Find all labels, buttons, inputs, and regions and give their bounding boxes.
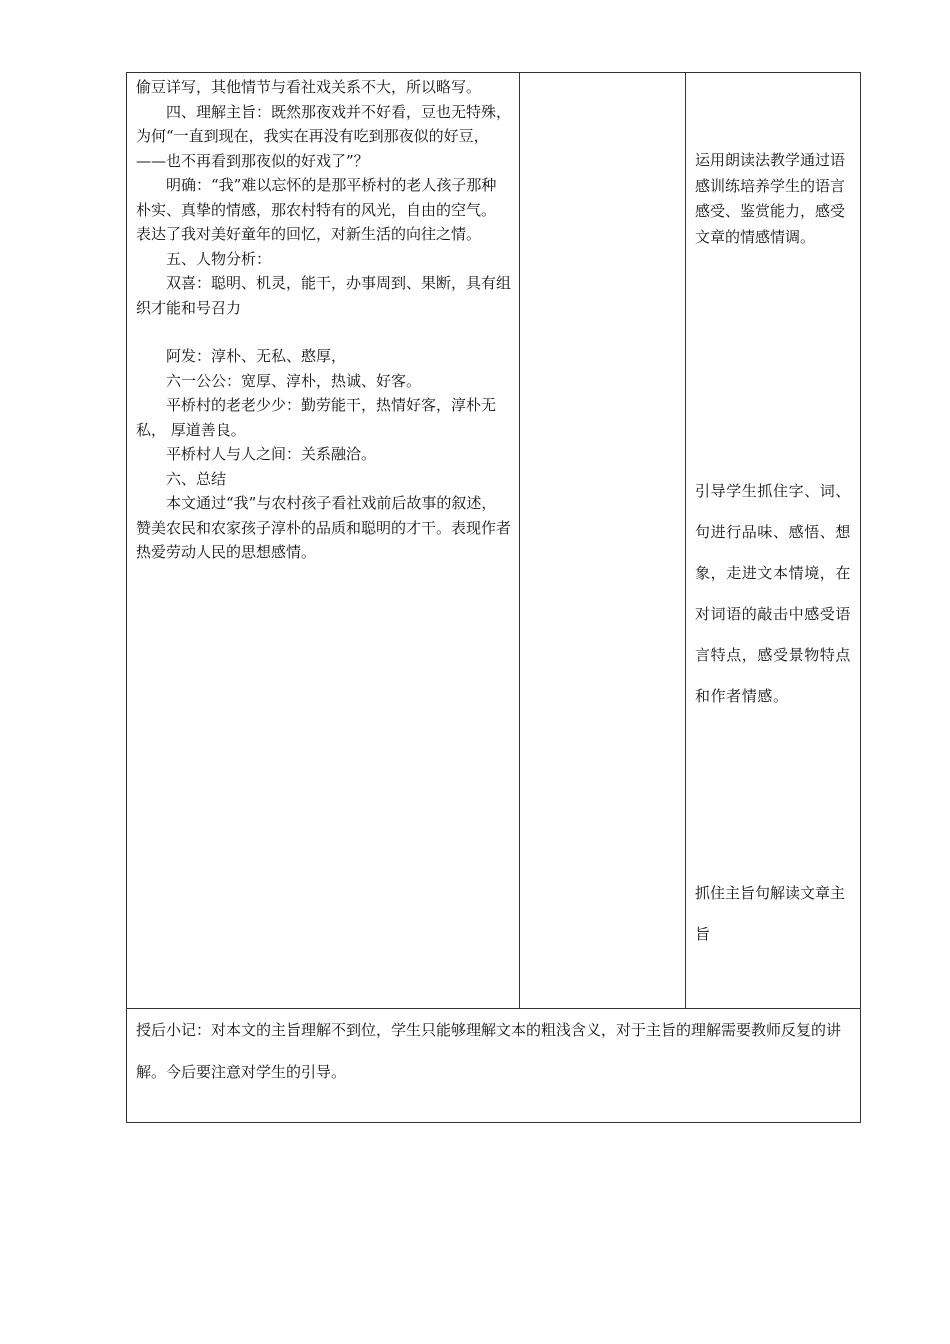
spacer (136, 320, 511, 344)
lesson-table (126, 72, 861, 1123)
content-line: 阿发：淳朴、无私、憨厚， (166, 347, 347, 365)
column-divider-2 (685, 73, 686, 1009)
content-line: 明确：“我”难以忘怀的是那平桥村的老人孩子那种朴实、真挚的情感，那农村特有的风光，自由的空气。 表达了我对美好童年的回忆，对新生活的向往之情。 (136, 176, 497, 243)
content-line: 平桥村人与人之间：关系融洽。 (166, 445, 377, 463)
content-line: 双喜：聪明、机灵，能干，办事周到、果断，具有组织才能和号召力 (136, 274, 512, 317)
content-line: 五、人物分析： (166, 249, 272, 268)
post-lesson-notes: 授后小记：对本文的主旨理解不到位，学生只能够理解文本的粗浅含义，对于主旨的理解需要教师反复的讲解。今后要注意对学生的引导。 (136, 1021, 842, 1081)
content-line: 本文通过“我”与农村孩子看社戏前后故事的叙述，赞美农民和农家孩子淳朴的品质和聪明的才干。表现作者热爱劳动人民的思想感情。 (136, 494, 512, 561)
content-line: 四、理解主旨：既然那夜戏并不好看，豆也无特殊，为何“一直到现在，我实在再没有吃到那夜似的好豆，——也不再看到那夜似的好戏了”？ (136, 102, 512, 170)
design-note-theme: 抓住主旨句解读文章主旨 (695, 884, 846, 943)
design-note-reading: 运用朗读法教学通过语感训练培养学生的语言感受、鉴赏能力，感受文章的情感情调。 (695, 151, 846, 246)
content-line: 六一公公：宽厚、淳朴，热诚、好客。 (166, 371, 422, 390)
content-line: 偷豆详写，其他情节与看社戏关系不大，所以略写。 (136, 78, 482, 96)
design-note-language: 引导学生抓住字、词、句进行品味、感悟、想象，走进文本情境，在对词语的敲击中感受语言特点，感受景物特点和作者情感。 (695, 482, 852, 705)
column-divider-1 (519, 73, 520, 1009)
content-line: 平桥村的老老少少：勤劳能干，热情好客，淳朴无私， 厚道善良。 (136, 396, 497, 439)
teaching-content (136, 75, 511, 565)
content-line: 六、总结 (166, 469, 227, 488)
